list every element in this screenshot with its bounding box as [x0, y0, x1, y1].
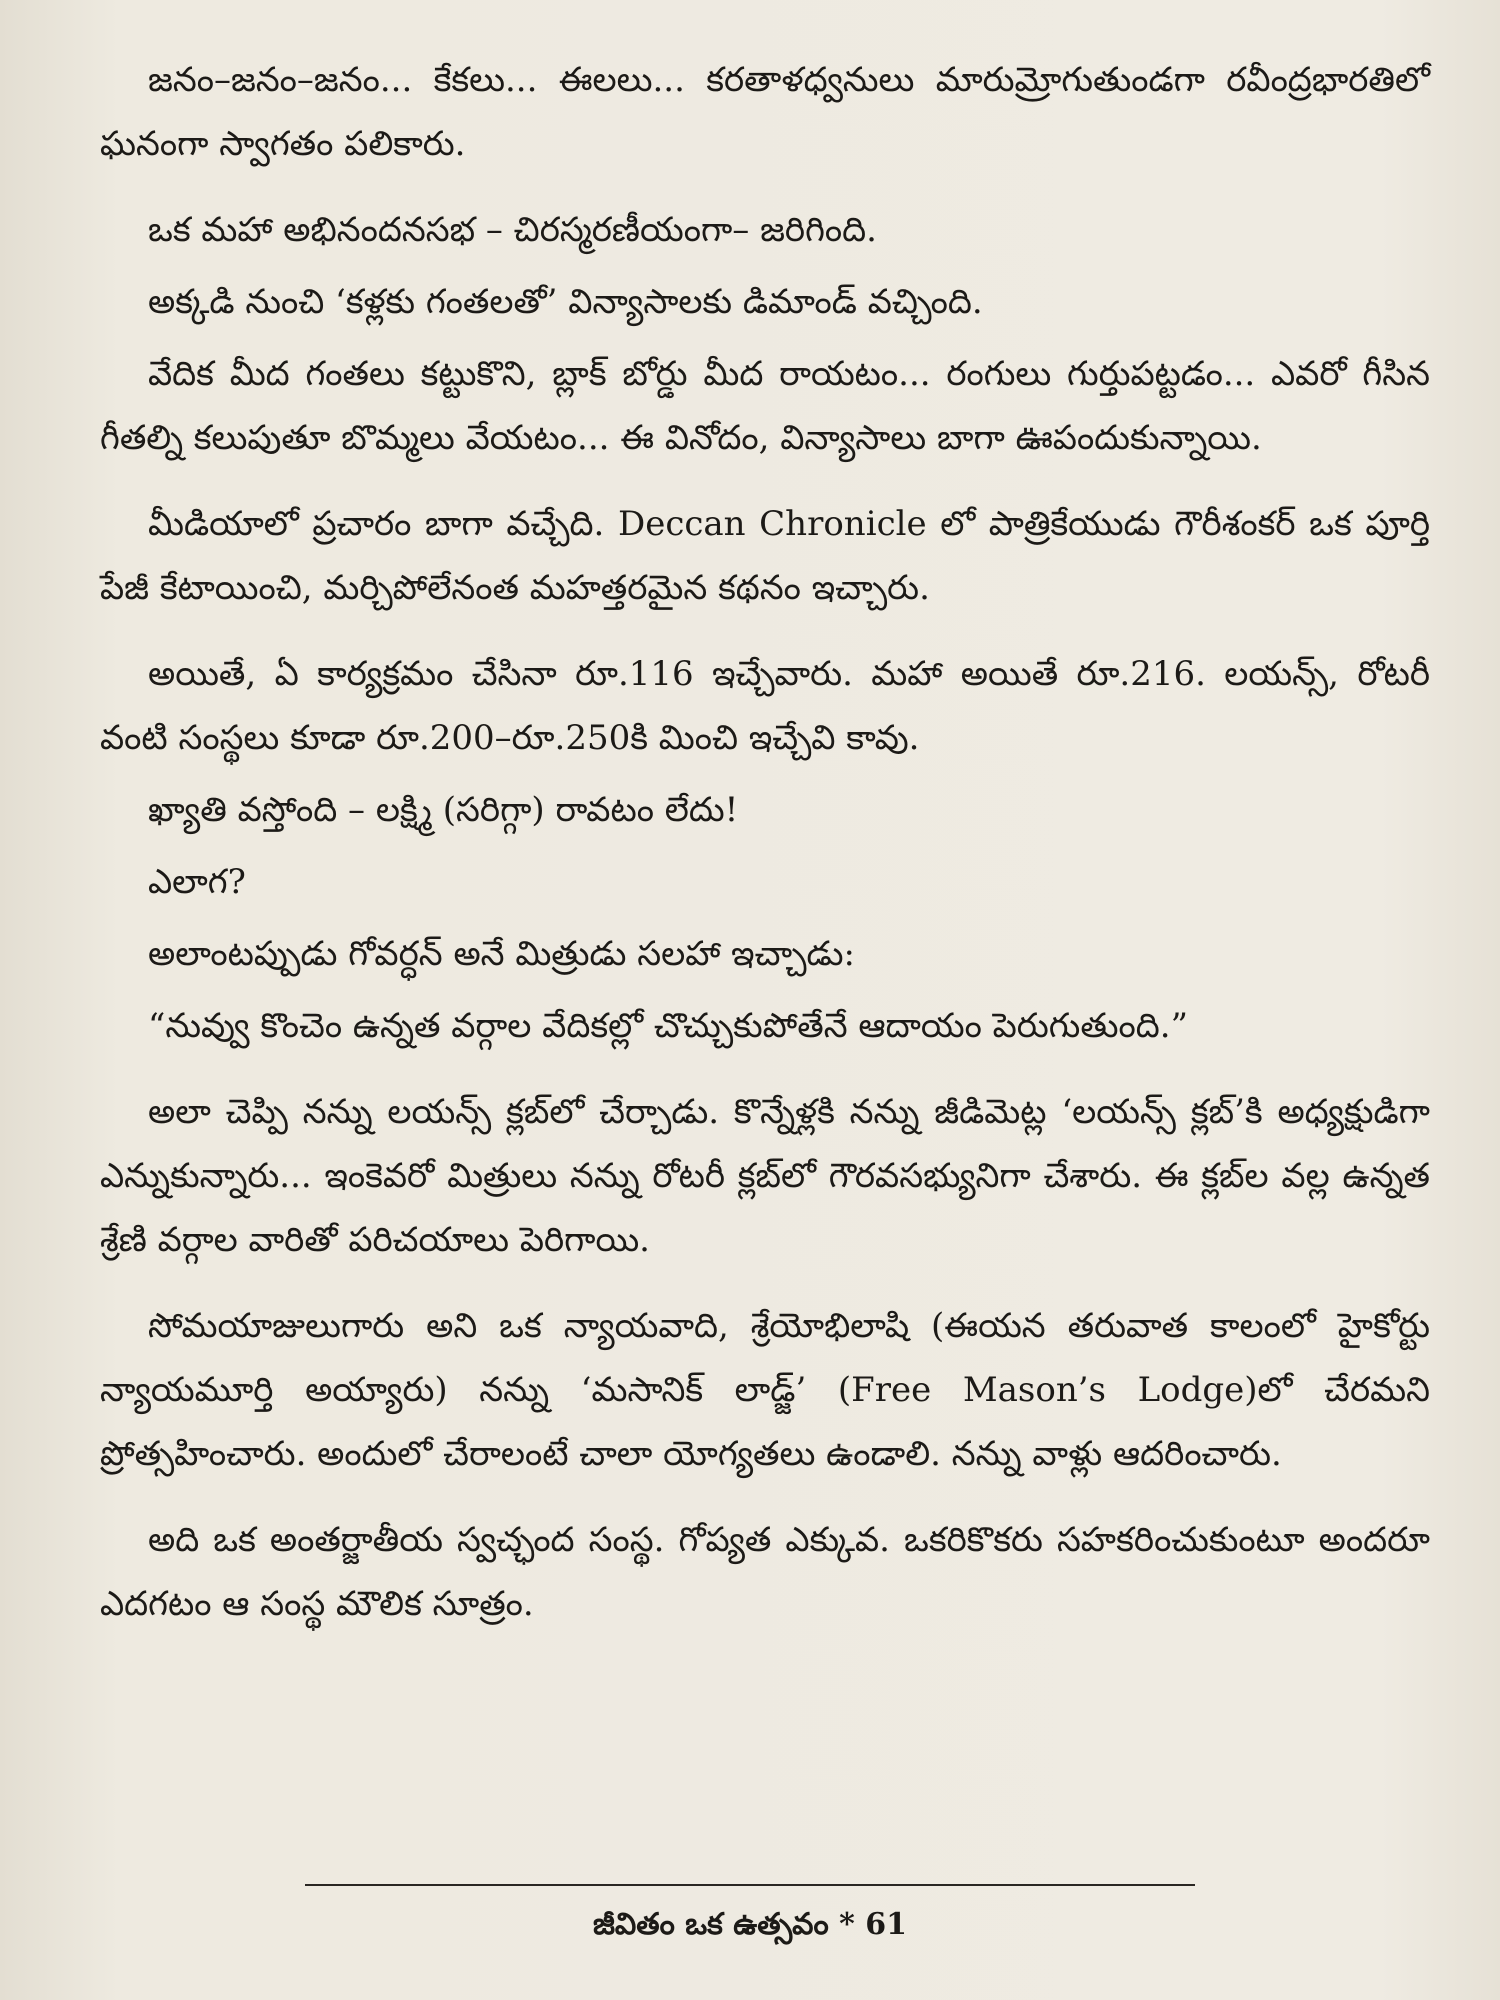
paragraph: వేదిక మీద గంతలు కట్టుకొని, బ్లాక్ బోర్డు మీద రాయటం... రంగులు గుర్తుపట్టడం... ఎవరో గీసిన గీతల్ని కలుపుతూ బొమ్మలు వేయటం... ఈ వినోదం, విన్యాసాలు బాగా ఊపందుకున్నాయి. [100, 354, 1430, 458]
body-text [100, 48, 1430, 1636]
paragraph: మీడియాలో ప్రచారం బాగా వచ్చేది. Deccan Chronicle లో పాత్రికేయుడు గౌరీశంకర్ ఒక పూర్తి పేజీ కేటాయించి, మర్చిపోలేనంత మహత్తరమైన కథనం ఇచ్చారు. [100, 504, 1430, 608]
paragraph: జనం–జనం–జనం... కేకలు... ఈలలు... కరతాళధ్వనులు మారుమ్రోగుతుండగా రవీంద్రభారతిలో ఘనంగా స్వాగతం పలికారు. [100, 60, 1430, 164]
footer-rule [305, 1884, 1195, 1886]
paragraph: అలా చెప్పి నన్ను లయన్స్ క్లబ్‌లో చేర్చాడు. కొన్నేళ్లకి నన్ను జీడిమెట్ల ‘లయన్స్ క్లబ్’కి అధ్యక్షుడిగా ఎన్నుకున్నారు... ఇంకెవరో మిత్రులు నన్ను రోటరీ క్లబ్‌లో గౌరవసభ్యునిగా చేశారు. ఈ క్లబ్‌ల వల్ల ఉన్నత శ్రేణి వర్గాల వారితో పరిచయాలు పెరిగాయి. [100, 1092, 1430, 1260]
paragraph: అలాంటప్పుడు గోవర్ధన్ అనే మిత్రుడు సలహా ఇచ్చాడు: [148, 934, 855, 974]
paragraph: ఎలాగ? [148, 862, 246, 902]
paragraph: అక్కడి నుంచి ‘కళ్లకు గంతలతో’ విన్యాసాలకు డిమాండ్ వచ్చింది. [148, 282, 983, 322]
paragraph: సోమయాజులుగారు అని ఒక న్యాయవాది, శ్రేయోభిలాషి (ఈయన తరువాత కాలంలో హైకోర్టు న్యాయమూర్తి అయ్యారు) నన్ను ‘మసానిక్ లాడ్జ్’ (Free Mason’s Lodge)లో చేరమని ప్రోత్సహించారు. అందులో చేరాలంటే చాలా యోగ్యతలు ఉండాలి. నన్ను వాళ్లు ఆదరించారు. [100, 1306, 1430, 1474]
paragraph: అది ఒక అంతర్జాతీయ స్వచ్ఛంద సంస్థ. గోప్యత ఎక్కువ. ఒకరికొకరు సహకరించుకుంటూ అందరూ ఎదగటం ఆ సంస్థ మౌలిక సూత్రం. [100, 1520, 1430, 1624]
paragraph: అయితే, ఏ కార్యక్రమం చేసినా రూ.116 ఇచ్చేవారు. మహా అయితే రూ.216. లయన్స్, రోటరీ వంటి సంస్థలు కూడా రూ.200–రూ.250కి మించి ఇచ్చేవి కావు. [100, 654, 1430, 758]
paragraph: ఖ్యాతి వస్తోంది – లక్ష్మి (సరిగ్గా) రావటం లేదు! [148, 790, 739, 830]
paragraph: “నువ్వు కొంచెం ఉన్నత వర్గాల వేదికల్లో చొచ్చుకుపోతేనే ఆదాయం పెరుగుతుంది.” [148, 1006, 1188, 1046]
paragraph: ఒక మహా అభినందనసభ – చిరస్మరణీయంగా– జరిగింది. [148, 210, 877, 250]
page-footer: జీవితం ఒక ఉత్సవం * 61 [593, 1907, 907, 1942]
